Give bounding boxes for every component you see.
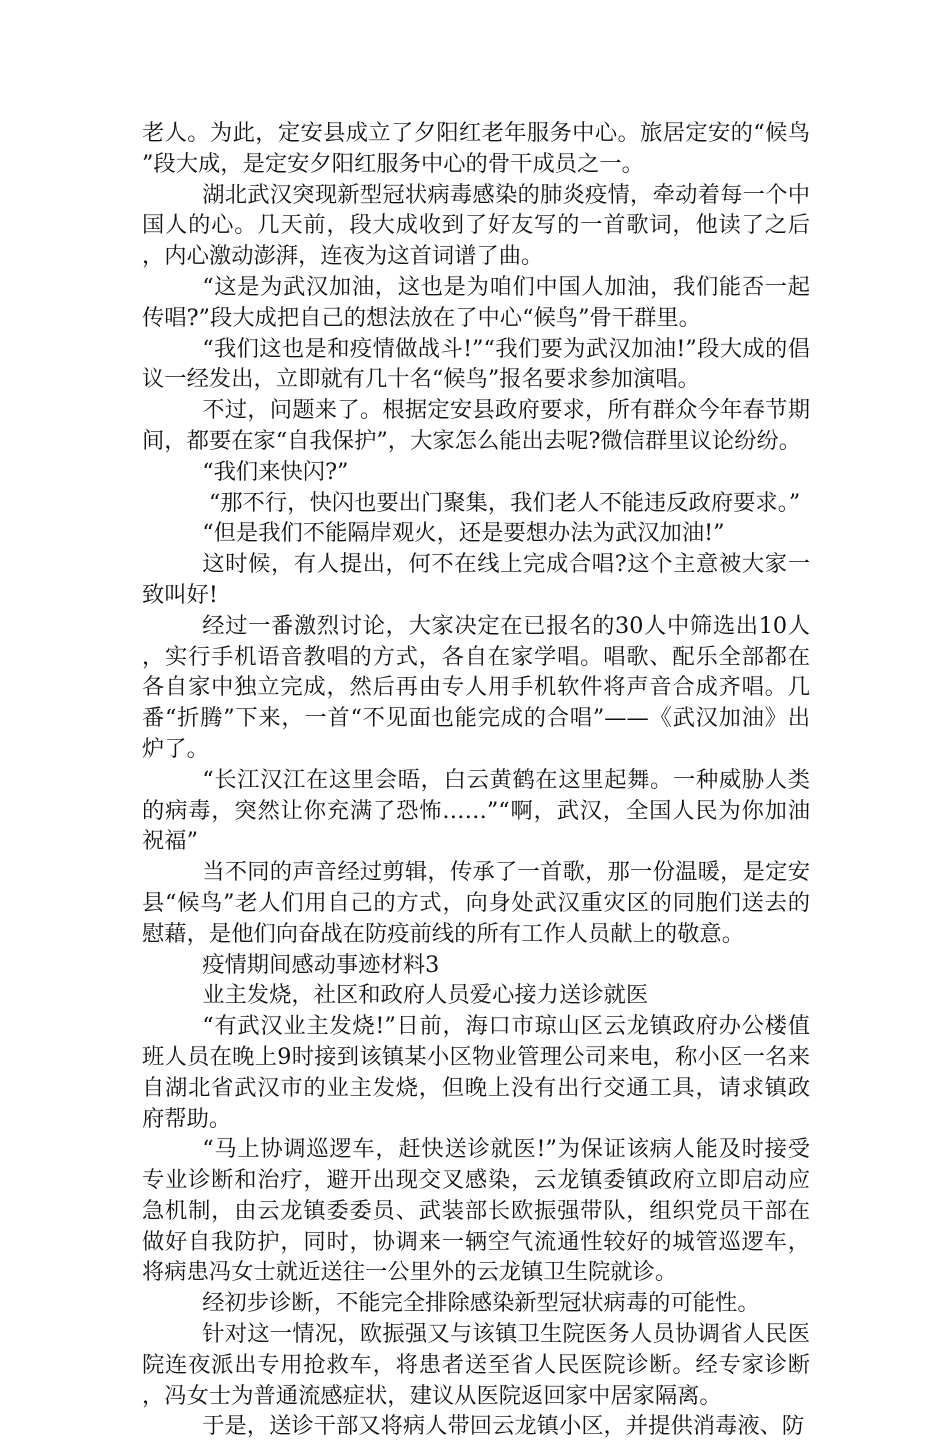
paragraph: “有武汉业主发烧!”日前，海口市琼山区云龙镇政府办公楼值班人员在晚上9时接到该镇某小区物业管理公司来电，称小区一名来自湖北省武汉市的业主发烧，但晚上没有出行交通工具，请求镇政府帮助。 [142, 1013, 810, 1132]
paragraph: “我们来快闪?” [202, 458, 349, 485]
paragraph: 湖北武汉突现新型冠状病毒感染的肺炎疫情，牵动着每一个中国人的心。几天前，段大成收到了好友写的一首歌词，他读了之后，内心激动澎湃，连夜为这首词谱了曲。 [142, 181, 810, 270]
section-heading: 疫情期间感动事迹材料3 [202, 951, 440, 978]
paragraph: 老人。为此，定安县成立了夕阳红老年服务中心。旅居定安的“候鸟”段大成，是定安夕阳红服务中心的骨干成员之一。 [142, 120, 810, 177]
paragraph: 经初步诊断，不能完全排除感染新型冠状病毒的可能性。 [202, 1290, 760, 1317]
paragraph: “我们这也是和疫情做战斗!”“我们要为武汉加油!”段大成的倡议一经发出，立即就有几十名“候鸟”报名要求参加演唱。 [142, 335, 810, 393]
paragraph: 于是，送诊干部又将病人带回云龙镇小区，并提供消毒液、防 [202, 1413, 805, 1440]
document-page [142, 118, 810, 1442]
paragraph: “马上协调巡逻车，赶快送诊就医!”为保证该病人能及时接受专业诊断和治疗，避开出现交叉感染，云龙镇委镇政府立即启动应急机制，由云龙镇委委员、武装部长欧振强带队，组织党员干部在做好自我防护，同时，协调来一辆空气流通性较好的城管巡逻车，将病患冯女士就近送往一公里外的云龙镇卫生院就诊。 [142, 1136, 810, 1286]
paragraph: “那不行，快闪也要出门聚集，我们老人不能违反政府要求。” [208, 489, 801, 516]
paragraph: 针对这一情况，欧振强又与该镇卫生院医务人员协调省人民医院连夜派出专用抢救车，将患者送至省人民医院诊断。经专家诊断，冯女士为普通流感症状，建议从医院返回家中居家隔离。 [142, 1321, 810, 1409]
paragraph: 经过一番激烈讨论，大家决定在已报名的30人中筛选出10人，实行手机语音教唱的方式，各自在家学唱。唱歌、配乐全部都在各自家中独立完成，然后再由专人用手机软件将声音合成齐唱。几番“折腾”下来，一首“不见面也能完成的合唱”——《武汉加油》出炉了。 [142, 612, 810, 762]
paragraph: 不过，问题来了。根据定安县政府要求，所有群众今年春节期间，都要在家“自我保护”，大家怎么能出去呢?微信群里议论纷纷。 [142, 397, 810, 454]
section-subheading: 业主发烧，社区和政府人员爱心接力送诊就医 [202, 982, 649, 1009]
paragraph: “但是我们不能隔岸观火，还是要想办法为武汉加油!” [202, 520, 725, 547]
paragraph: “这是为武汉加油，这也是为咱们中国人加油，我们能否一起传唱?”段大成把自己的想法放在了中心“候鸟”骨干群里。 [142, 273, 810, 331]
paragraph: 这时候，有人提出，何不在线上完成合唱?这个主意被大家一致叫好! [142, 551, 810, 608]
paragraph: “长江汉江在这里会晤，白云黄鹤在这里起舞。一种威胁人类的病毒，突然让你充满了恐怖……”“啊，武汉，全国人民为你加油祝福” [142, 766, 810, 855]
paragraph: 当不同的声音经过剪辑，传承了一首歌，那一份温暖，是定安县“候鸟”老人们用自己的方式，向身处武汉重灾区的同胞们送去的慰藉，是他们向奋战在防疫前线的所有工作人员献上的敬意。 [142, 859, 810, 947]
